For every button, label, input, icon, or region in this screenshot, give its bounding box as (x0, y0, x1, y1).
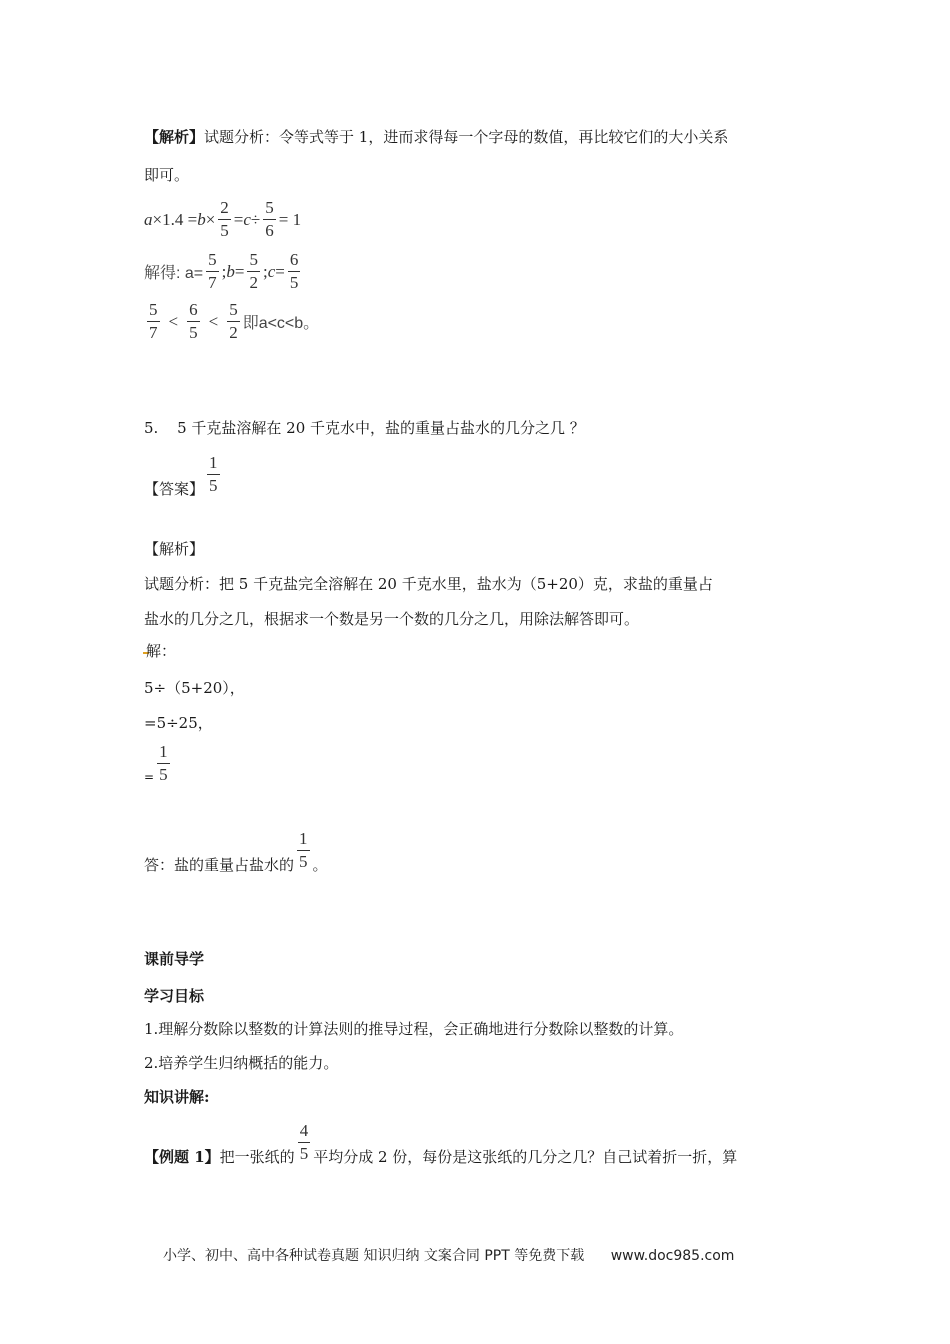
analysis2-line1: 试题分析：把 5 千克盐完全溶解在 20 千克水里，盐水为（5+20）克，求盐的重量占 (144, 575, 713, 593)
eq-var-b: b (197, 209, 206, 229)
final-answer-fraction: $\frac{1}{5}$ (299, 829, 308, 871)
preview-heading: 课前导学 (144, 950, 205, 968)
final-answer (144, 826, 328, 875)
eq-fraction-2: $\frac{5}{6}$ (265, 198, 274, 240)
analysis1-solution (144, 250, 303, 293)
sol-sep2: ; (262, 261, 268, 281)
answer-label: 【答案】 (144, 480, 205, 498)
analysis1-comparison (144, 300, 319, 343)
example-text1: 把一张纸的 (219, 1148, 295, 1166)
sol-beq: = (234, 261, 245, 281)
analysis2-line2: 盐水的几分之几，根据求一个数是另一个数的几分之几，用除法解答即可。 (144, 610, 640, 628)
sol-fraction-c: $\frac{6}{5}$ (289, 250, 299, 292)
knowledge-heading: 知识讲解: (144, 1088, 210, 1106)
step3-fraction: $\frac{1}{5}$ (159, 742, 168, 784)
cmp-tail: 即a<c<b。 (242, 315, 320, 332)
analysis1-equation (144, 198, 301, 241)
example-text2: 平均分成 2 份，每份是这张纸的几分之几？自己试着折一折，算 (313, 1148, 738, 1166)
analysis1-label: 【解析】 (144, 128, 205, 146)
sol-prefix: 解得: a= (144, 265, 204, 282)
question-number: 5. (144, 419, 159, 437)
footer-text: 小学、初中、高中各种试卷真题 知识归纳 文案合同 PPT 等免费下载 (163, 1248, 585, 1264)
analysis1-text1: 试题分析：令等式等于 1，进而求得每一个字母的数值，再比较它们的大小关系 (204, 128, 729, 146)
eq-var-c: c (243, 209, 251, 229)
cmp-lt1: < (168, 311, 179, 331)
eq-equals1: = (233, 209, 244, 229)
eq-fraction-1: $\frac{2}{5}$ (220, 198, 229, 240)
example-label: 【例题 1】 (144, 1148, 220, 1166)
goal-1: 1.理解分数除以整数的计算法则的推导过程，会正确地进行分数除以整数的计算。 (144, 1020, 684, 1038)
sol-fraction-b: $\frac{5}{2}$ (249, 250, 258, 292)
eq-times2: × (205, 209, 216, 229)
example-label-text (144, 1146, 295, 1167)
solution-step2: =5÷25， (144, 714, 213, 732)
goal-2: 2.培养学生归纳概括的能力。 (144, 1054, 339, 1072)
cmp-fraction-1: $\frac{5}{7}$ (149, 300, 158, 342)
eq-divide: ÷ (250, 209, 261, 229)
analysis1-line1 (144, 126, 728, 147)
example-1 (144, 1118, 737, 1167)
footer-url[interactable]: www.doc985.com (610, 1248, 735, 1264)
cmp-fraction-2: $\frac{6}{5}$ (189, 300, 198, 342)
eq-times1: ×1.4 = (152, 209, 198, 229)
sol-fraction-a: $\frac{5}{7}$ (208, 250, 217, 292)
sol-sep1: ; (221, 261, 227, 281)
eq-equals2: = 1 (278, 209, 302, 229)
final-answer-end: 。 (312, 856, 328, 874)
question-5 (144, 417, 585, 438)
solution-label: 解： (146, 642, 177, 660)
goals-heading: 学习目标 (144, 987, 205, 1005)
eq-var-a: a (144, 209, 153, 229)
cmp-lt2: < (208, 311, 219, 331)
analysis2-label: 【解析】 (144, 540, 205, 558)
step3-equals: = (144, 769, 155, 784)
example-fraction: $\frac{4}{5}$ (299, 1121, 309, 1163)
sol-var-b: b (226, 261, 235, 281)
final-answer-text: 答：盐的重量占盐水的 (144, 856, 295, 874)
footer (163, 1245, 734, 1265)
solution-step3 (144, 742, 173, 785)
sol-ceq: = (275, 261, 285, 281)
answer-line (144, 450, 223, 499)
cmp-fraction-3: $\frac{5}{2}$ (229, 300, 238, 342)
question-text: 5 千克盐溶解在 20 千克水中，盐的重量占盐水的几分之几 ？ (177, 419, 585, 437)
answer-fraction: $\frac{1}{5}$ (209, 453, 218, 495)
solution-step1: 5÷（5+20）， (144, 679, 245, 697)
analysis1-line2: 即可。 (144, 166, 190, 184)
sol-var-c: c (267, 261, 276, 281)
